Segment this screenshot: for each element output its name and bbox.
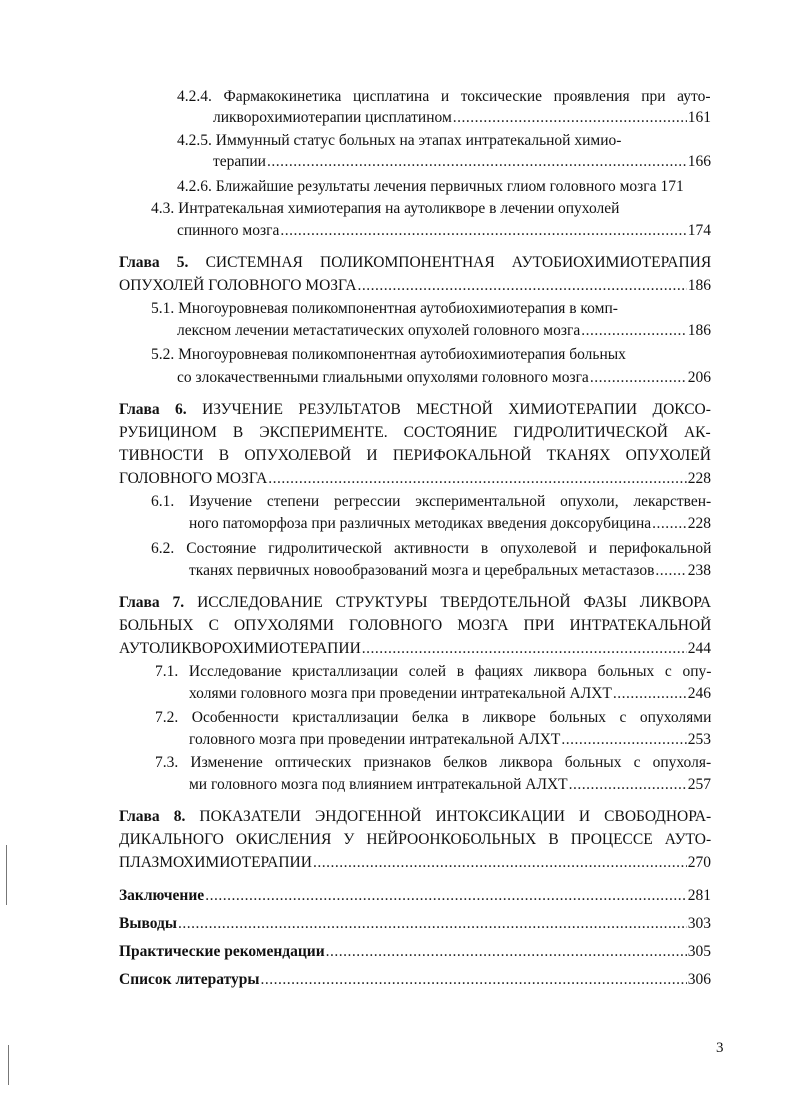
chapter-label: Глава 7. <box>119 594 185 611</box>
toc-5-1-line2: лексном лечении метастатических опухолей головного мозга ..... 186 <box>177 321 711 341</box>
toc-chapter-6-line2: РУБИЦИНОМ В ЭКСПЕРИМЕНТЕ. СОСТОЯНИЕ ГИДРОЛИТИЧЕСКОЙ АК- <box>119 424 711 441</box>
toc-4-2-5-line2: терапии ..... 166 <box>213 152 711 172</box>
toc-6-1-line1: 6.1. Изучение степени регрессии экспериментальной опухоли, лекарствен- <box>151 493 712 510</box>
toc-chapter-6-line4: ГОЛОВНОГО МОЗГА ..... 228 <box>119 469 711 489</box>
page-ref: 305 <box>687 943 711 960</box>
chapter-label: Глава 8. <box>119 808 186 825</box>
toc-4-3-line1: 4.3. Интратекальная химиотерапия на аутоликворе в лечении опухолей <box>151 200 620 217</box>
page-ref: 186 <box>687 277 711 294</box>
toc-7-2-line1: 7.2. Особенности кристаллизации белка в ликворе больных с опухолями <box>155 709 712 726</box>
chapter-label: Глава 5. <box>119 254 189 271</box>
page-ref: 206 <box>687 369 711 386</box>
toc-findings: Выводы ..... 303 <box>119 914 711 934</box>
toc-7-3-line1: 7.3. Изменение оптических признаков белков ликвора больных с опухоля- <box>155 754 712 771</box>
toc-5-2-line1: 5.2. Многоуровневая поликомпонентная аутобиохимиотерапия больных <box>151 346 626 363</box>
toc-chapter-7-line3: АУТОЛИКВОРОХИМИОТЕРАПИИ ..... 244 <box>119 639 711 659</box>
toc-chapter-7-line1: Глава 7. ИССЛЕДОВАНИЕ СТРУКТУРЫ ТВЕРДОТЕЛЬНОЙ ФАЗЫ ЛИКВОРА <box>119 594 712 611</box>
toc-5-1-line1: 5.1. Многоуровневая поликомпонентная аутобиохимиотерапия в комп- <box>151 300 618 317</box>
page-ref: 270 <box>687 854 711 871</box>
scan-edge-mark <box>6 845 7 905</box>
toc-conclusion: Заключение ..... 281 <box>119 886 711 906</box>
toc-chapter-8-line3: ПЛАЗМОХИМИОТЕРАПИИ ..... 270 <box>119 853 711 873</box>
toc-chapter-5-line2: ОПУХОЛЕЙ ГОЛОВНОГО МОЗГА ..... 186 <box>119 276 711 296</box>
page-ref: 238 <box>687 562 711 579</box>
toc-5-2-line2: со злокачественными глиальными опухолями головного мозга ..... 206 <box>177 368 711 388</box>
scan-edge-mark <box>8 1045 9 1085</box>
toc-7-2-line2: головного мозга при проведении интратекальной АЛХТ ..... 253 <box>189 730 711 750</box>
toc-7-3-line2: ми головного мозга под влиянием интратекальной АЛХТ ..... 257 <box>189 775 711 795</box>
toc-chapter-5-line1: Глава 5. СИСТЕМНАЯ ПОЛИКОМПОНЕНТНАЯ АУТОБИОХИМИОТЕРАПИЯ <box>119 254 712 271</box>
toc-4-2-4-line1: 4.2.4. Фармакокинетика цисплатина и токсические проявления при ауто- <box>177 88 711 105</box>
toc-4-2-5-line1: 4.2.5. Иммунный статус больных на этапах интратекальной химио- <box>177 132 622 149</box>
page-ref: 166 <box>687 153 711 170</box>
toc-4-2-4-line2: ликворохимиотерапии цисплатином ..... 161 <box>213 108 711 128</box>
page-ref: 228 <box>687 470 711 487</box>
toc-chapter-8-line2: ДИКАЛЬНОГО ОКИСЛЕНИЯ У НЕЙРООНКОБОЛЬНЫХ В ПРОЦЕССЕ АУТО- <box>119 831 712 848</box>
toc-6-2-line2: тканях первичных новообразований мозга и церебральных метастазов ..... 238 <box>189 561 711 581</box>
toc-chapter-8-line1: Глава 8. ПОКАЗАТЕЛИ ЭНДОГЕННОЙ ИНТОКСИКАЦИИ И СВОБОДНОРА- <box>119 808 712 825</box>
page-ref: 253 <box>687 731 711 748</box>
page-ref: 246 <box>687 685 711 702</box>
toc-4-3-line2: спинного мозга ..... 174 <box>177 221 711 241</box>
toc-chapter-6-line1: Глава 6. ИЗУЧЕНИЕ РЕЗУЛЬТАТОВ МЕСТНОЙ ХИМИОТЕРАПИИ ДОКСО- <box>119 401 711 418</box>
page-ref: 244 <box>687 640 711 657</box>
toc-chapter-6-line3: ТИВНОСТИ В ОПУХОЛЕВОЙ И ПЕРИФОКАЛЬНОЙ ТКАНЯХ ОПУХОЛЕЙ <box>119 447 711 464</box>
page-ref: 281 <box>687 887 711 904</box>
toc-6-2-line1: 6.2. Состояние гидролитической активности в опухолевой и перифокальной <box>151 540 712 557</box>
page-number: 3 <box>716 1040 724 1056</box>
toc-7-1-line1: 7.1. Исследование кристаллизации солей в фациях ликвора больных с опу- <box>155 663 712 680</box>
toc-recommendations: Практические рекомендации ..... 305 <box>119 942 711 962</box>
page-ref: 174 <box>687 222 711 239</box>
page-ref: 257 <box>687 776 711 793</box>
toc-references: Список литературы ..... 306 <box>119 970 711 990</box>
toc-chapter-7-line2: БОЛЬНЫХ С ОПУХОЛЯМИ ГОЛОВНОГО МОЗГА ПРИ ИНТРАТЕКАЛЬНОЙ <box>119 617 712 634</box>
toc-6-1-line2: ного патоморфоза при различных методиках введения доксорубицина ..... 228 <box>189 514 711 534</box>
page-ref: 303 <box>687 915 711 932</box>
page-ref: 228 <box>687 515 711 532</box>
page-ref: 186 <box>687 322 711 339</box>
chapter-label: Глава 6. <box>119 401 187 418</box>
toc-7-1-line2: холями головного мозга при проведении интратекальной АЛХТ ..... 246 <box>189 684 711 704</box>
page-ref: 171 <box>660 178 684 195</box>
page-ref: 161 <box>687 109 711 126</box>
toc-4-2-6: 4.2.6. Ближайшие результаты лечения первичных глиом головного мозга 171 <box>177 178 684 195</box>
page-ref: 306 <box>687 971 711 988</box>
